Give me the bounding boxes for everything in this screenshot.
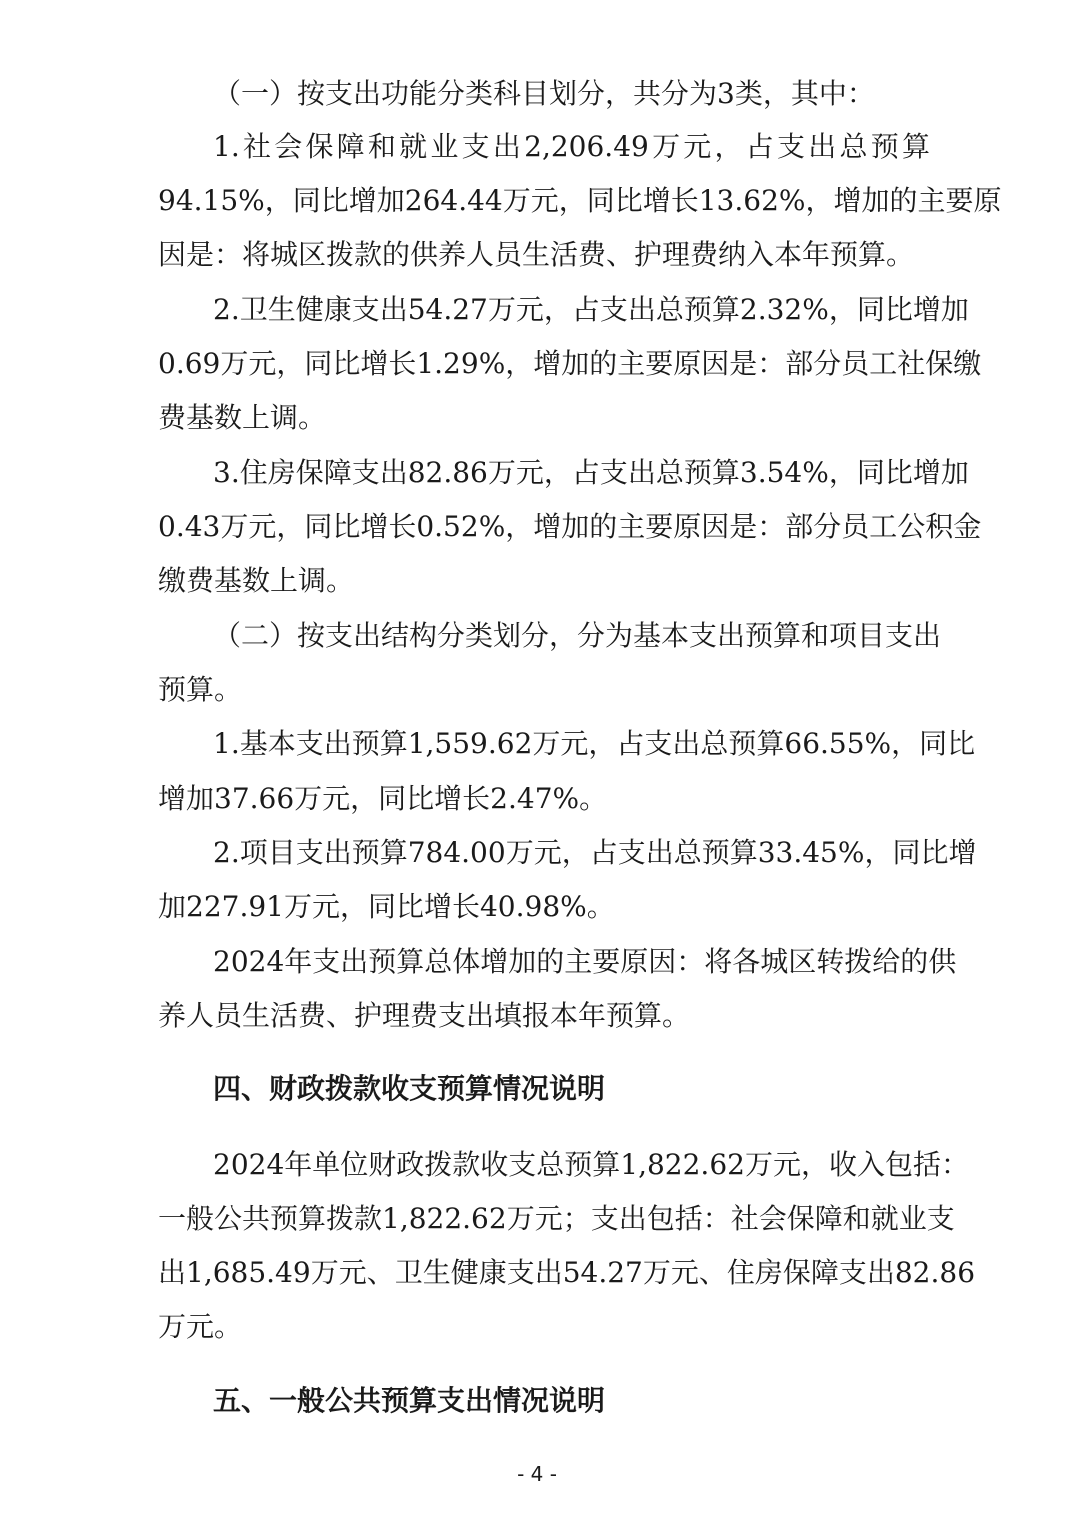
function-item3-line3: 缴费基数上调。 [158,564,355,597]
structure-item1-line2: 增加37.66万元，同比增长2.47%。 [158,782,608,815]
page-number: - 4 - [517,1462,557,1486]
section-four-line2: 一般公共预算拨款1,822.62万元；支出包括：社会保障和就业支 [158,1202,955,1235]
section-four-line1: 2024年单位财政拨款收支总预算1,822.62万元，收入包括： [213,1148,969,1181]
function-item1-line2: 94.15%，同比增加264.44万元，同比增长13.62%，增加的主要原 [158,184,1002,217]
structure-item2-line1: 2.项目支出预算784.00万元，占支出总预算33.45%，同比增 [213,836,977,869]
structure-item1-line1: 1.基本支出预算1,559.62万元，占支出总预算66.55%，同比 [213,727,976,760]
function-classification-intro: （一）按支出功能分类科目划分，共分为3类，其中： [213,77,875,110]
structure-reason-line2: 养人员生活费、护理费支出填报本年预算。 [158,999,691,1032]
function-item1-line3: 因是：将城区拨款的供养人员生活费、护理费纳入本年预算。 [158,238,915,271]
structure-classification-intro-line1: （二）按支出结构分类划分，分为基本支出预算和项目支出 [213,619,942,652]
structure-reason-line1: 2024年支出预算总体增加的主要原因：将各城区转拨给的供 [213,945,957,978]
section-four-line3: 出1,685.49万元、卫生健康支出54.27万元、住房保障支出82.86 [158,1256,976,1289]
function-item3-line1: 3.住房保障支出82.86万元，占支出总预算3.54%，同比增加 [213,456,969,489]
function-item1-line1: 1.社会保障和就业支出2,206.49万元，占支出总预算 [213,130,930,163]
section-four-heading: 四、财政拨款收支预算情况说明 [213,1072,606,1105]
function-item2-line2: 0.69万元，同比增长1.29%，增加的主要原因是：部分员工社保缴 [158,347,982,380]
section-four-line4: 万元。 [158,1310,243,1343]
function-item3-line2: 0.43万元，同比增长0.52%，增加的主要原因是：部分员工公积金 [158,510,982,543]
structure-item2-line2: 加227.91万元，同比增长40.98%。 [158,890,615,923]
function-item2-line3: 费基数上调。 [158,401,327,434]
section-five-heading: 五、一般公共预算支出情况说明 [213,1384,606,1417]
function-item2-line1: 2.卫生健康支出54.27万元，占支出总预算2.32%，同比增加 [213,293,969,326]
structure-classification-intro-line2: 预算。 [158,673,243,706]
